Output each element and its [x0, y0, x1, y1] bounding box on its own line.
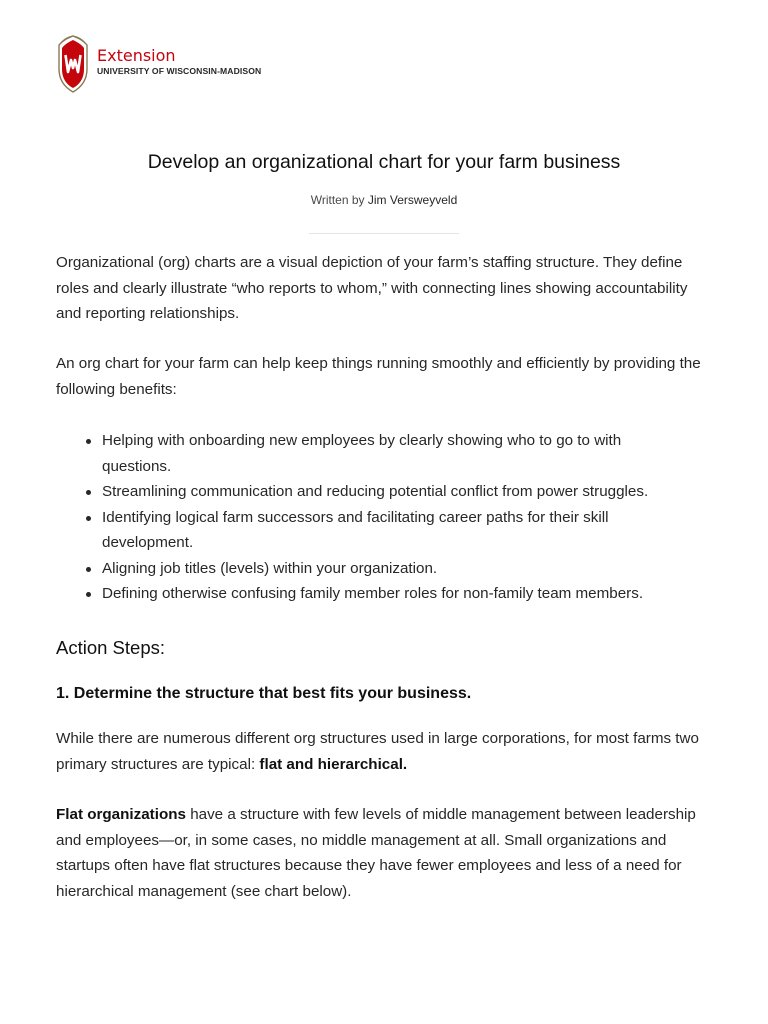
- uw-crest-icon: [55, 35, 91, 93]
- uw-extension-logo[interactable]: [55, 35, 261, 93]
- institution-name: UNIVERSITY OF WISCONSIN-MADISON: [97, 66, 262, 76]
- list-item: Aligning job titles (levels) within your organization.: [56, 556, 662, 582]
- benefits-list: [56, 428, 716, 607]
- byline-prefix: Written by: [310, 193, 365, 207]
- list-item: Helping with onboarding new employees by clearly showing who to go to with questions.: [56, 428, 662, 479]
- step-1-bold-text: flat and hierarchical.: [259, 755, 408, 773]
- author-link[interactable]: Jim Versweyveld: [367, 193, 458, 207]
- byline: [0, 192, 768, 208]
- flat-organizations-paragraph: [56, 802, 716, 904]
- benefits-intro-paragraph: An org chart for your farm can help keep things running smoothly and efficiently by providing the following benefits:: [56, 355, 701, 398]
- step-1-text: While there are numerous different org structures used in large corporations, for most farms two primary structures are typical:: [56, 730, 699, 773]
- flat-organizations-text: have a structure with few levels of middle management between leadership and employees—or, in some cases, no middle management at all. Small organizations and startups often have flat structures because they have fewer employees and less of a need for hierarchical management (see chart below).: [56, 806, 696, 900]
- list-item: Defining otherwise confusing family member roles for non-family team members.: [56, 581, 662, 607]
- action-steps-heading: Action Steps:: [56, 637, 166, 658]
- brand-name: Extension: [97, 46, 176, 65]
- flat-organizations-term: Flat organizations: [56, 806, 186, 823]
- list-item: Identifying logical farm successors and facilitating career paths for their skill development.: [56, 505, 662, 556]
- page-title: Develop an organizational chart for your farm business: [147, 151, 621, 173]
- step-1-paragraph: [56, 726, 716, 777]
- article-body: [56, 250, 716, 900]
- intro-paragraph: Organizational (org) charts are a visual depiction of your farm’s staffing structure. They define roles and clearly illustrate “who reports to whom,” with connecting lines showing accountability and reporting relationships.: [56, 254, 688, 322]
- title-divider: [309, 233, 459, 234]
- list-item: Streamlining communication and reducing potential conflict from power struggles.: [56, 479, 662, 505]
- step-1-heading: 1. Determine the structure that best fits your business.: [56, 685, 472, 702]
